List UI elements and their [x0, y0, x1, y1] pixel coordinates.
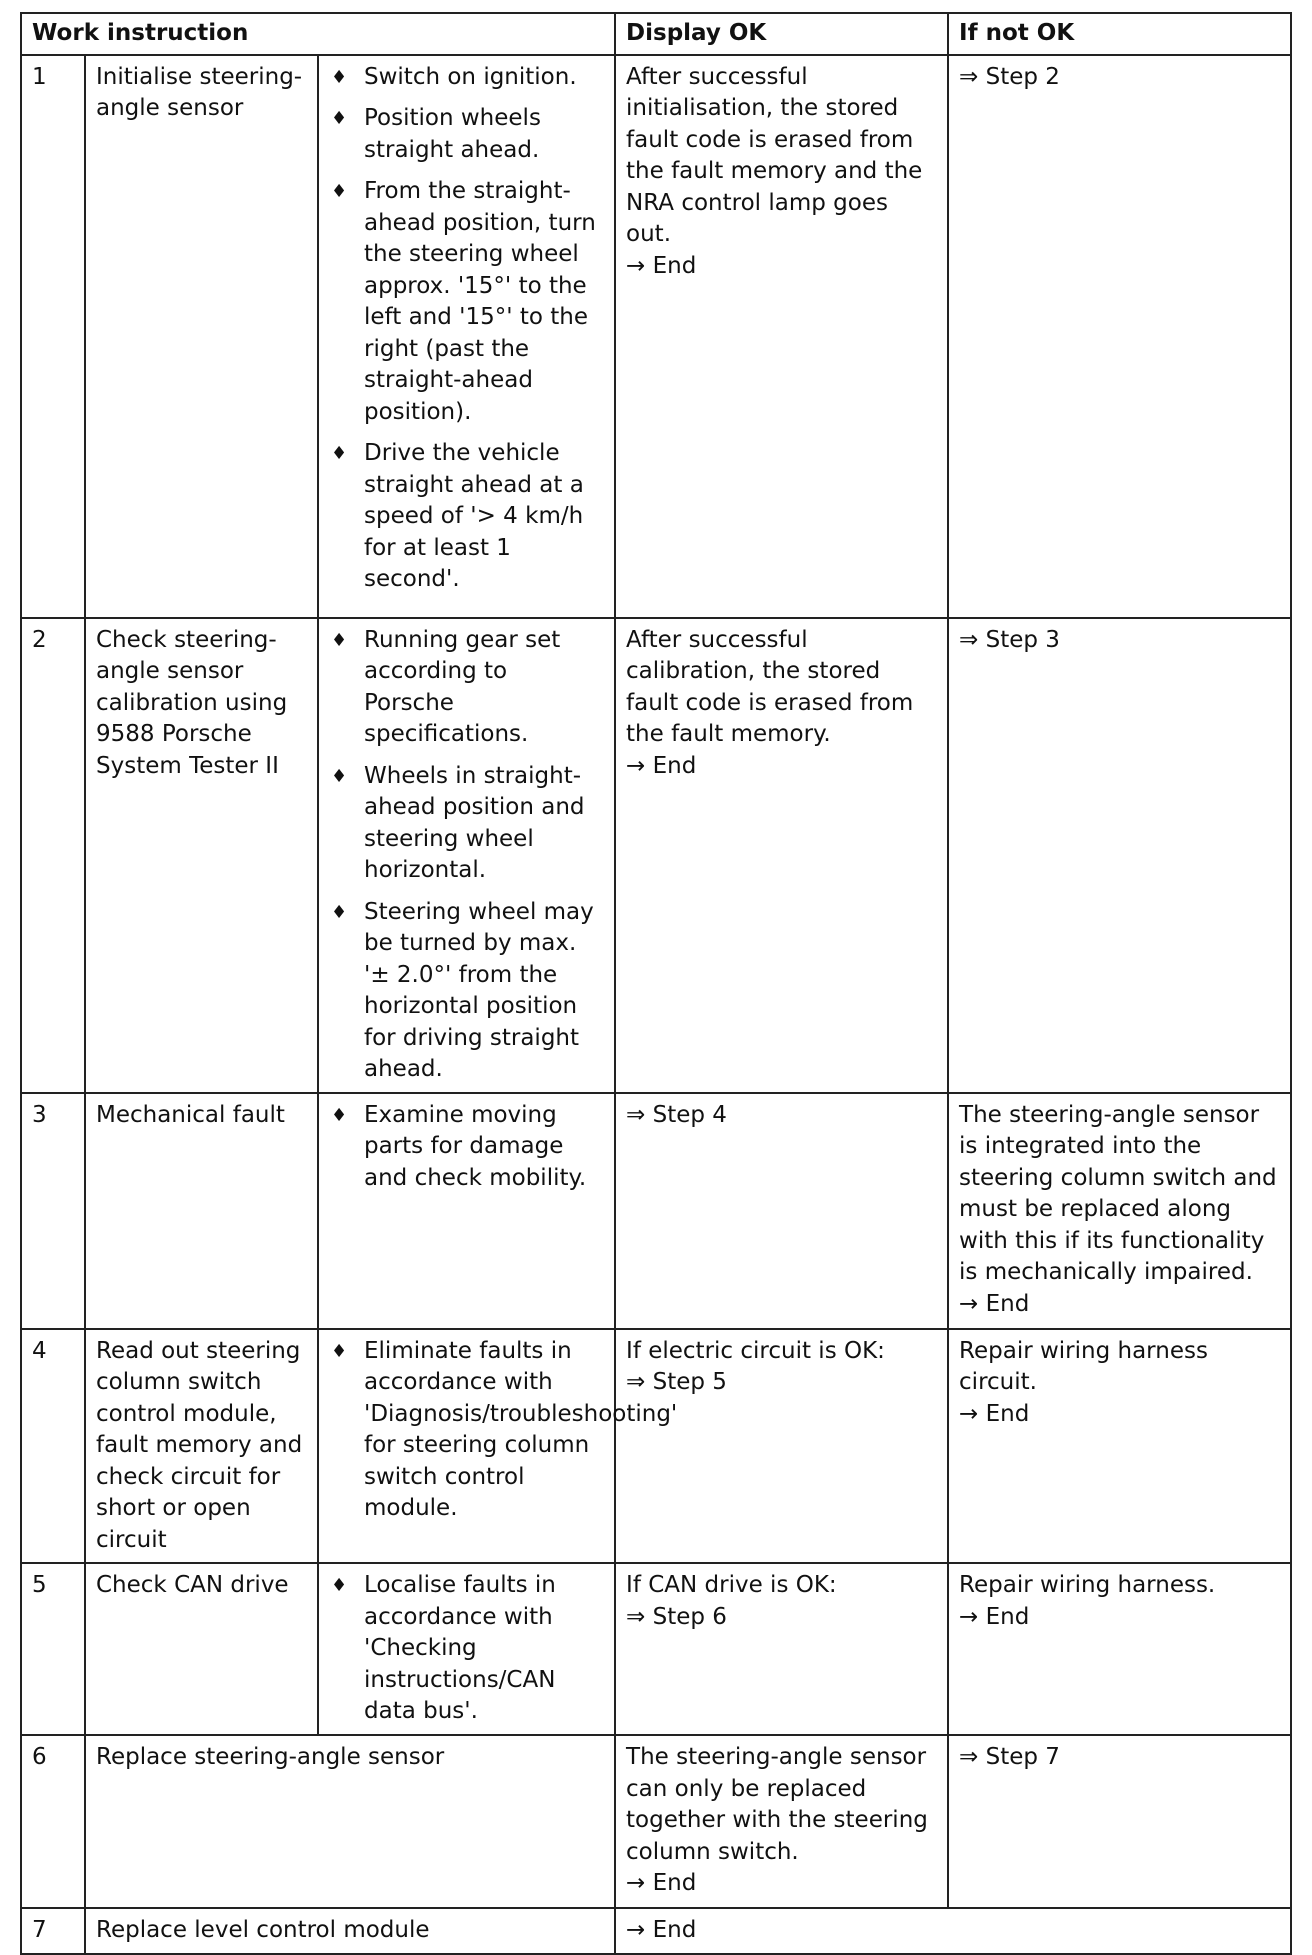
if-not-ok-cell: [948, 1735, 1291, 1908]
step-number: 2: [21, 618, 85, 1093]
display-ok-cell: [615, 55, 948, 618]
display-ok-next: → End: [626, 1870, 697, 1896]
if-not-ok-text: Repair wiring harness.: [959, 1572, 1216, 1598]
step-number: 4: [21, 1329, 85, 1564]
if-not-ok-cell: [948, 1563, 1291, 1735]
list-item: ♦ Localise faults in accordance with 'Checking instructions/CAN data bus'.: [331, 1572, 556, 1724]
display-ok-next: ⇒ Step 6: [626, 1603, 727, 1630]
display-ok-cell: [615, 1735, 948, 1908]
if-not-ok-next: → End: [959, 1400, 1030, 1427]
table-row: [21, 55, 1291, 618]
display-ok-next: ⇒ Step 5: [626, 1369, 727, 1395]
bullet-diamond-icon: ♦: [331, 1104, 348, 1126]
list-item: ♦ Running gear set according to Porsche specifications.: [331, 626, 561, 747]
step-title: Mechanical fault: [85, 1093, 318, 1329]
bullet-diamond-icon: ♦: [331, 765, 348, 787]
display-ok-cell: [615, 1563, 948, 1735]
display-ok-text: If electric circuit is OK:: [626, 1337, 885, 1364]
display-ok-next: → End: [626, 252, 697, 279]
list-item: ♦ Examine moving parts for damage and check mobility.: [331, 1101, 587, 1191]
header-if-not-ok: If not OK: [948, 13, 1291, 55]
header-display-ok: Display OK: [615, 13, 948, 55]
display-ok-text: If CAN drive is OK:: [626, 1572, 837, 1598]
step-title: Replace steering-angle sensor: [85, 1735, 615, 1908]
bullet-diamond-icon: ♦: [331, 181, 348, 202]
if-not-ok-cell: [948, 1093, 1291, 1329]
display-ok-text: After successful initialisation, the stored fault code is erased from the fault memory and the NRA control lamp goes out.: [626, 63, 923, 247]
step-number: 5: [21, 1563, 85, 1735]
display-ok-next: → End: [626, 752, 697, 779]
step-instructions: [318, 1093, 615, 1329]
step-instructions: [318, 618, 615, 1093]
step-title: Replace level control module: [85, 1908, 615, 1954]
display-ok-cell: [615, 618, 948, 1093]
work-instruction-table: [20, 12, 1292, 1955]
table-row: [21, 1329, 1291, 1564]
work-instruction-document: [20, 12, 1290, 1955]
step-number: 1: [21, 55, 85, 618]
if-not-ok-text: ⇒ Step 3: [959, 626, 1060, 653]
step-instructions: [318, 1563, 615, 1735]
table-header-row: [21, 13, 1291, 55]
display-ok-cell: [615, 1329, 948, 1564]
step-number: 6: [21, 1735, 85, 1908]
bullet-diamond-icon: ♦: [331, 1575, 348, 1596]
if-not-ok-text: ⇒ Step 2: [959, 63, 1060, 90]
table-row: [21, 618, 1291, 1093]
display-ok-cell: [615, 1093, 948, 1329]
table-row: [21, 1093, 1291, 1329]
if-not-ok-cell: [948, 1329, 1291, 1564]
header-work-instruction: Work instruction: [21, 13, 615, 55]
step-number: 7: [21, 1908, 85, 1954]
display-ok-text: The steering-angle sensor can only be replaced together with the steering column switch.: [626, 1744, 928, 1865]
list-item: ♦ Eliminate faults in accordance with 'Diagnosis/troubleshooting' for steering column switch control module.: [331, 1337, 678, 1521]
display-ok-text: ⇒ Step 4: [626, 1101, 727, 1128]
list-item: ♦ Steering wheel may be turned by max. '± 2.0°' from the horizontal position for driving straight ahead.: [331, 898, 594, 1082]
bullet-diamond-icon: ♦: [331, 901, 348, 923]
list-item: ♦ From the straight-ahead position, turn the steering wheel approx. '15°' to the left and '15°' to the right (past the straight-ahead position).: [331, 178, 596, 425]
table-row: [21, 1563, 1291, 1735]
if-not-ok-cell: [948, 618, 1291, 1093]
if-not-ok-text: ⇒ Step 7: [959, 1744, 1060, 1770]
display-ok-cell: → End: [615, 1908, 1291, 1954]
if-not-ok-text: The steering-angle sensor is integrated into the steering column switch and must be replaced along with this if its functionality is mechanically impaired.: [959, 1101, 1277, 1285]
if-not-ok-next: → End: [959, 1290, 1030, 1317]
bullet-diamond-icon: ♦: [331, 108, 348, 129]
bullet-diamond-icon: ♦: [331, 66, 348, 88]
if-not-ok-text: Repair wiring harness circuit.: [959, 1337, 1208, 1395]
table-row: [21, 1908, 1291, 1954]
list-item: ♦ Switch on ignition.: [329, 62, 604, 94]
if-not-ok-cell: [948, 55, 1291, 618]
list-item: ♦ Wheels in straight-ahead position and steering wheel horizontal.: [331, 762, 585, 883]
table-row: [21, 1735, 1291, 1908]
step-title: Check CAN drive: [85, 1563, 318, 1735]
step-title: Initialise steering-angle sensor: [85, 55, 318, 618]
step-title: Check steering-angle sensor calibration using 9588 Porsche System Tester II: [85, 618, 318, 1093]
list-item: ♦ Drive the vehicle straight ahead at a speed of '> 4 km/h for at least 1 second'.: [331, 440, 584, 592]
step-title: Read out steering column switch control module, fault memory and check circuit for short or open circuit: [85, 1329, 318, 1564]
display-ok-text: After successful calibration, the stored fault code is erased from the fault memory.: [626, 626, 914, 747]
list-item: ♦ Position wheels straight ahead.: [331, 105, 541, 163]
if-not-ok-next: → End: [959, 1603, 1030, 1630]
bullet-diamond-icon: ♦: [331, 443, 348, 464]
bullet-diamond-icon: ♦: [331, 629, 348, 651]
step-number: 3: [21, 1093, 85, 1329]
step-instructions: [318, 55, 615, 618]
bullet-diamond-icon: ♦: [331, 1340, 348, 1362]
